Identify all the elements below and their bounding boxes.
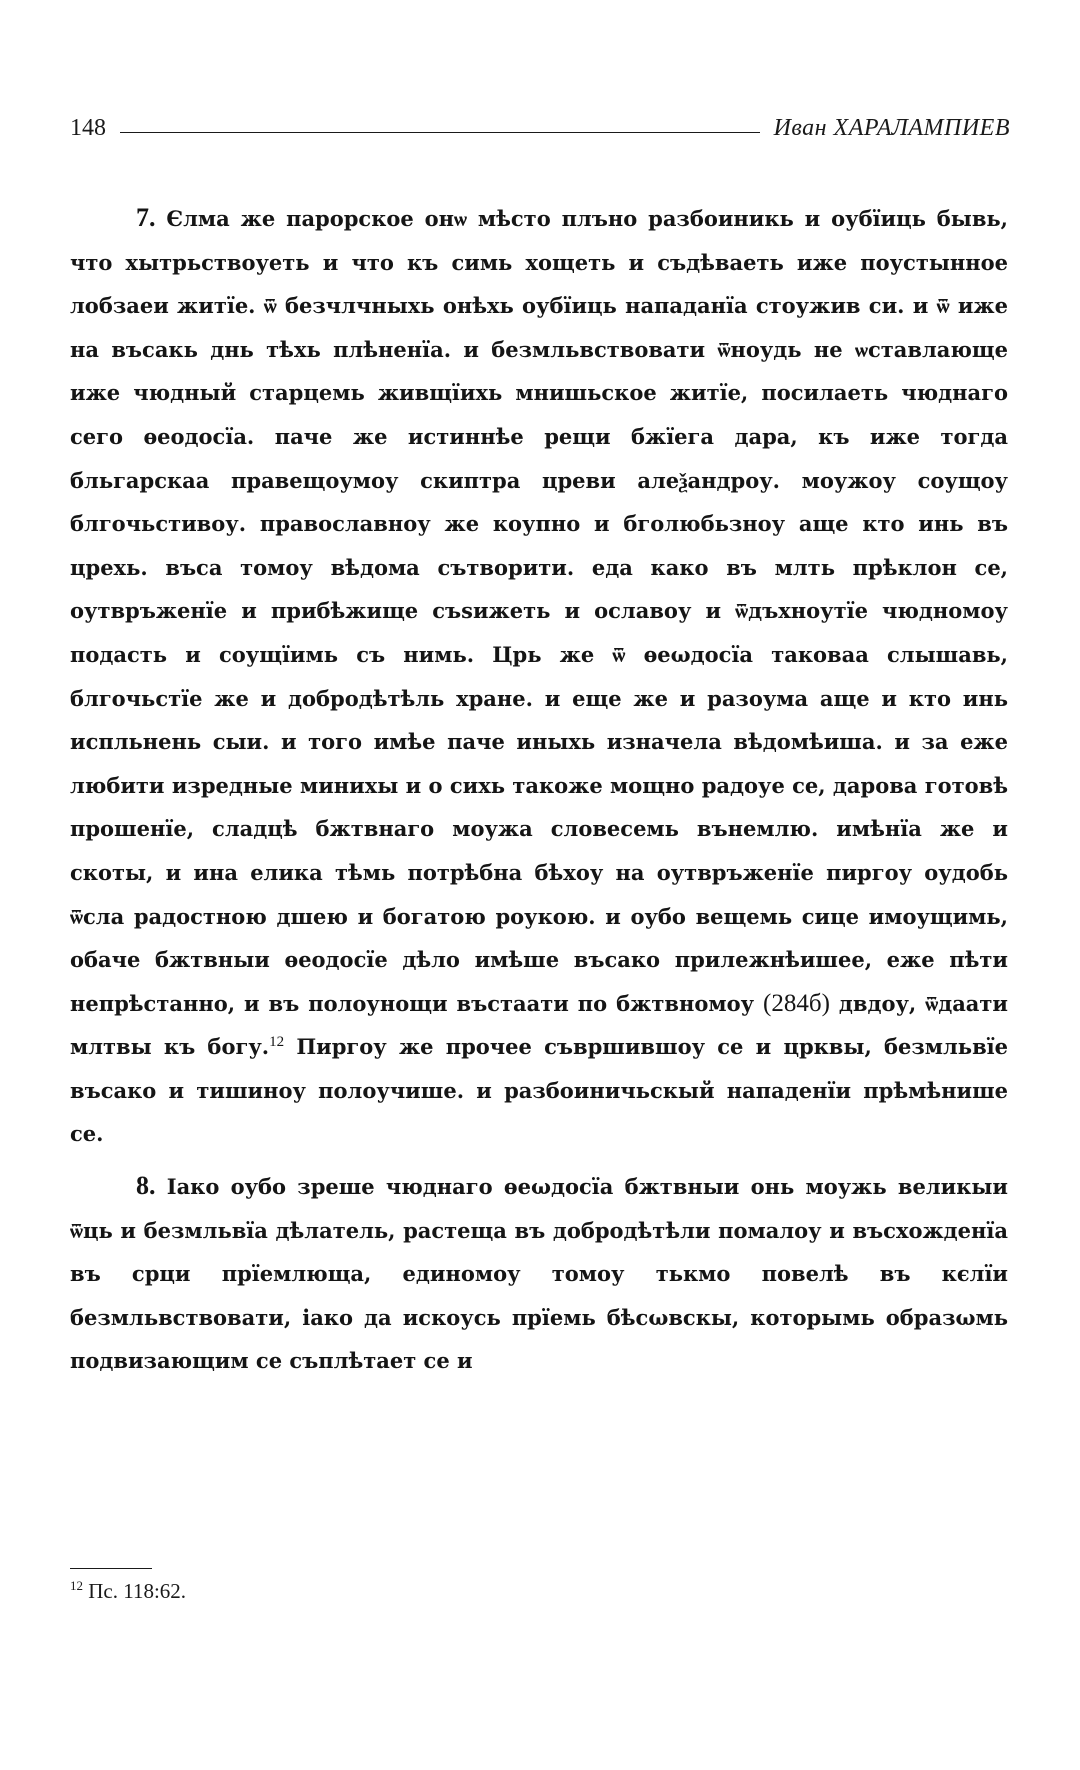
paragraph-8 [70,1164,1008,1383]
manuscript-page-ref: (284б) [763,989,830,1017]
paragraph-7 [70,196,1008,1156]
footnote-reference[interactable]: 12 [269,1034,285,1051]
footnote-number: 12 [70,1578,83,1593]
footnote-rule [70,1568,152,1569]
running-title: Иван ХАРАЛАМПИЕВ [773,114,1010,141]
paragraph-number: 7. [136,203,156,232]
paragraph-text: Єлма же парорское онѡ мѣсто плъно разбоиникь и оубїиць бывь, что хытрьствоуеть и что къ симь хощеть и съдѣваеть иже поустынное лобзаеи житїе. ѿ безчлчныхь онѣхь оубїиць нападанїа стоужив си. и ѿ иже на въсакь днь тѣхь плѣненїа. и безмльвствовати ѿноудь не ѡставлающе иже чюдный старцемь живщїихь мнишьское житїе, посилаеть чюднаго сего ѳеодосїа. паче же истиннѣе рещи бжїега дара, къ иже тогда бльгарскаа правещоумоу скиптра цреви алеѯандроу. моужоу соущоу блгочьстивоу. православноу же коупно и бголюбьзноу аще кто инь въ црехь. въса томоу вѣдома сътворити. еда како въ млть прѣклон се, оутвръженїе и прибѣжище съѕижеть и ославоу и ѿдъхноутїе чюдномоу подасть и соущїимь съ нимь. Црь же ѿ ѳеωдосїа таковаа слышавь, блгочьстїе же и добродѣтѣль хране. и еще же и разоума аще и кто инь испльнень сыи. и того имѣе паче иныхь изначела вѣдомѣиша. и за еже любити изредные минихы и о сихь такоже мощно радоуе се, дарова готовѣ прошенїе, сладцѣ бжтвнаго моужа словесемь вънемлю. имѣнїа же и скоты, и ина елика тѣмь потрѣбна бѣхоу на оутвръженїе пиргоу оудобь ѿсла радостною дшею и богатою роукою. и оубо вещемь сице имоущимь, обаче бжтвныи ѳеодосїе дѣло имѣше въсако прилежнѣишее, еже пѣти непрѣстанно, и въ полоунощи въстаати по бжтвномоу [70,206,1008,1016]
paragraph-text: Пиргоу же прочее съвршившоу се и црквы, безмльвїе въсако и тишиноу полоучише. и разбоиничьскый нападенїи прѣмѣнише се. [70,1034,1008,1147]
footnote [70,1578,670,1604]
running-header [70,108,1010,148]
body-text [70,196,1008,1383]
paragraph-text: Іако оубо зреше чюднаго ѳеωдосїа бжтвныи онь моужь великыи ѿць и безмльвїа дѣлатель, растеща въ добродѣтѣли помалоу и въсхожденїа въ срци прїемлюща, единомоу томоу тькмо повелѣ въ кєлїи безмльвствовати, іако да искоусь прїемь бѣсωвскы, которымь образωмь подвизающим се съплѣтает се и [70,1174,1008,1374]
paragraph-text: двдоу, ѿдаати млтвы къ богу. [70,990,1009,1060]
paragraph-number: 8. [136,1171,156,1201]
page-number: 148 [70,114,106,141]
footnote-text: Пс. 118:62. [88,1579,187,1603]
header-rule [120,132,760,133]
